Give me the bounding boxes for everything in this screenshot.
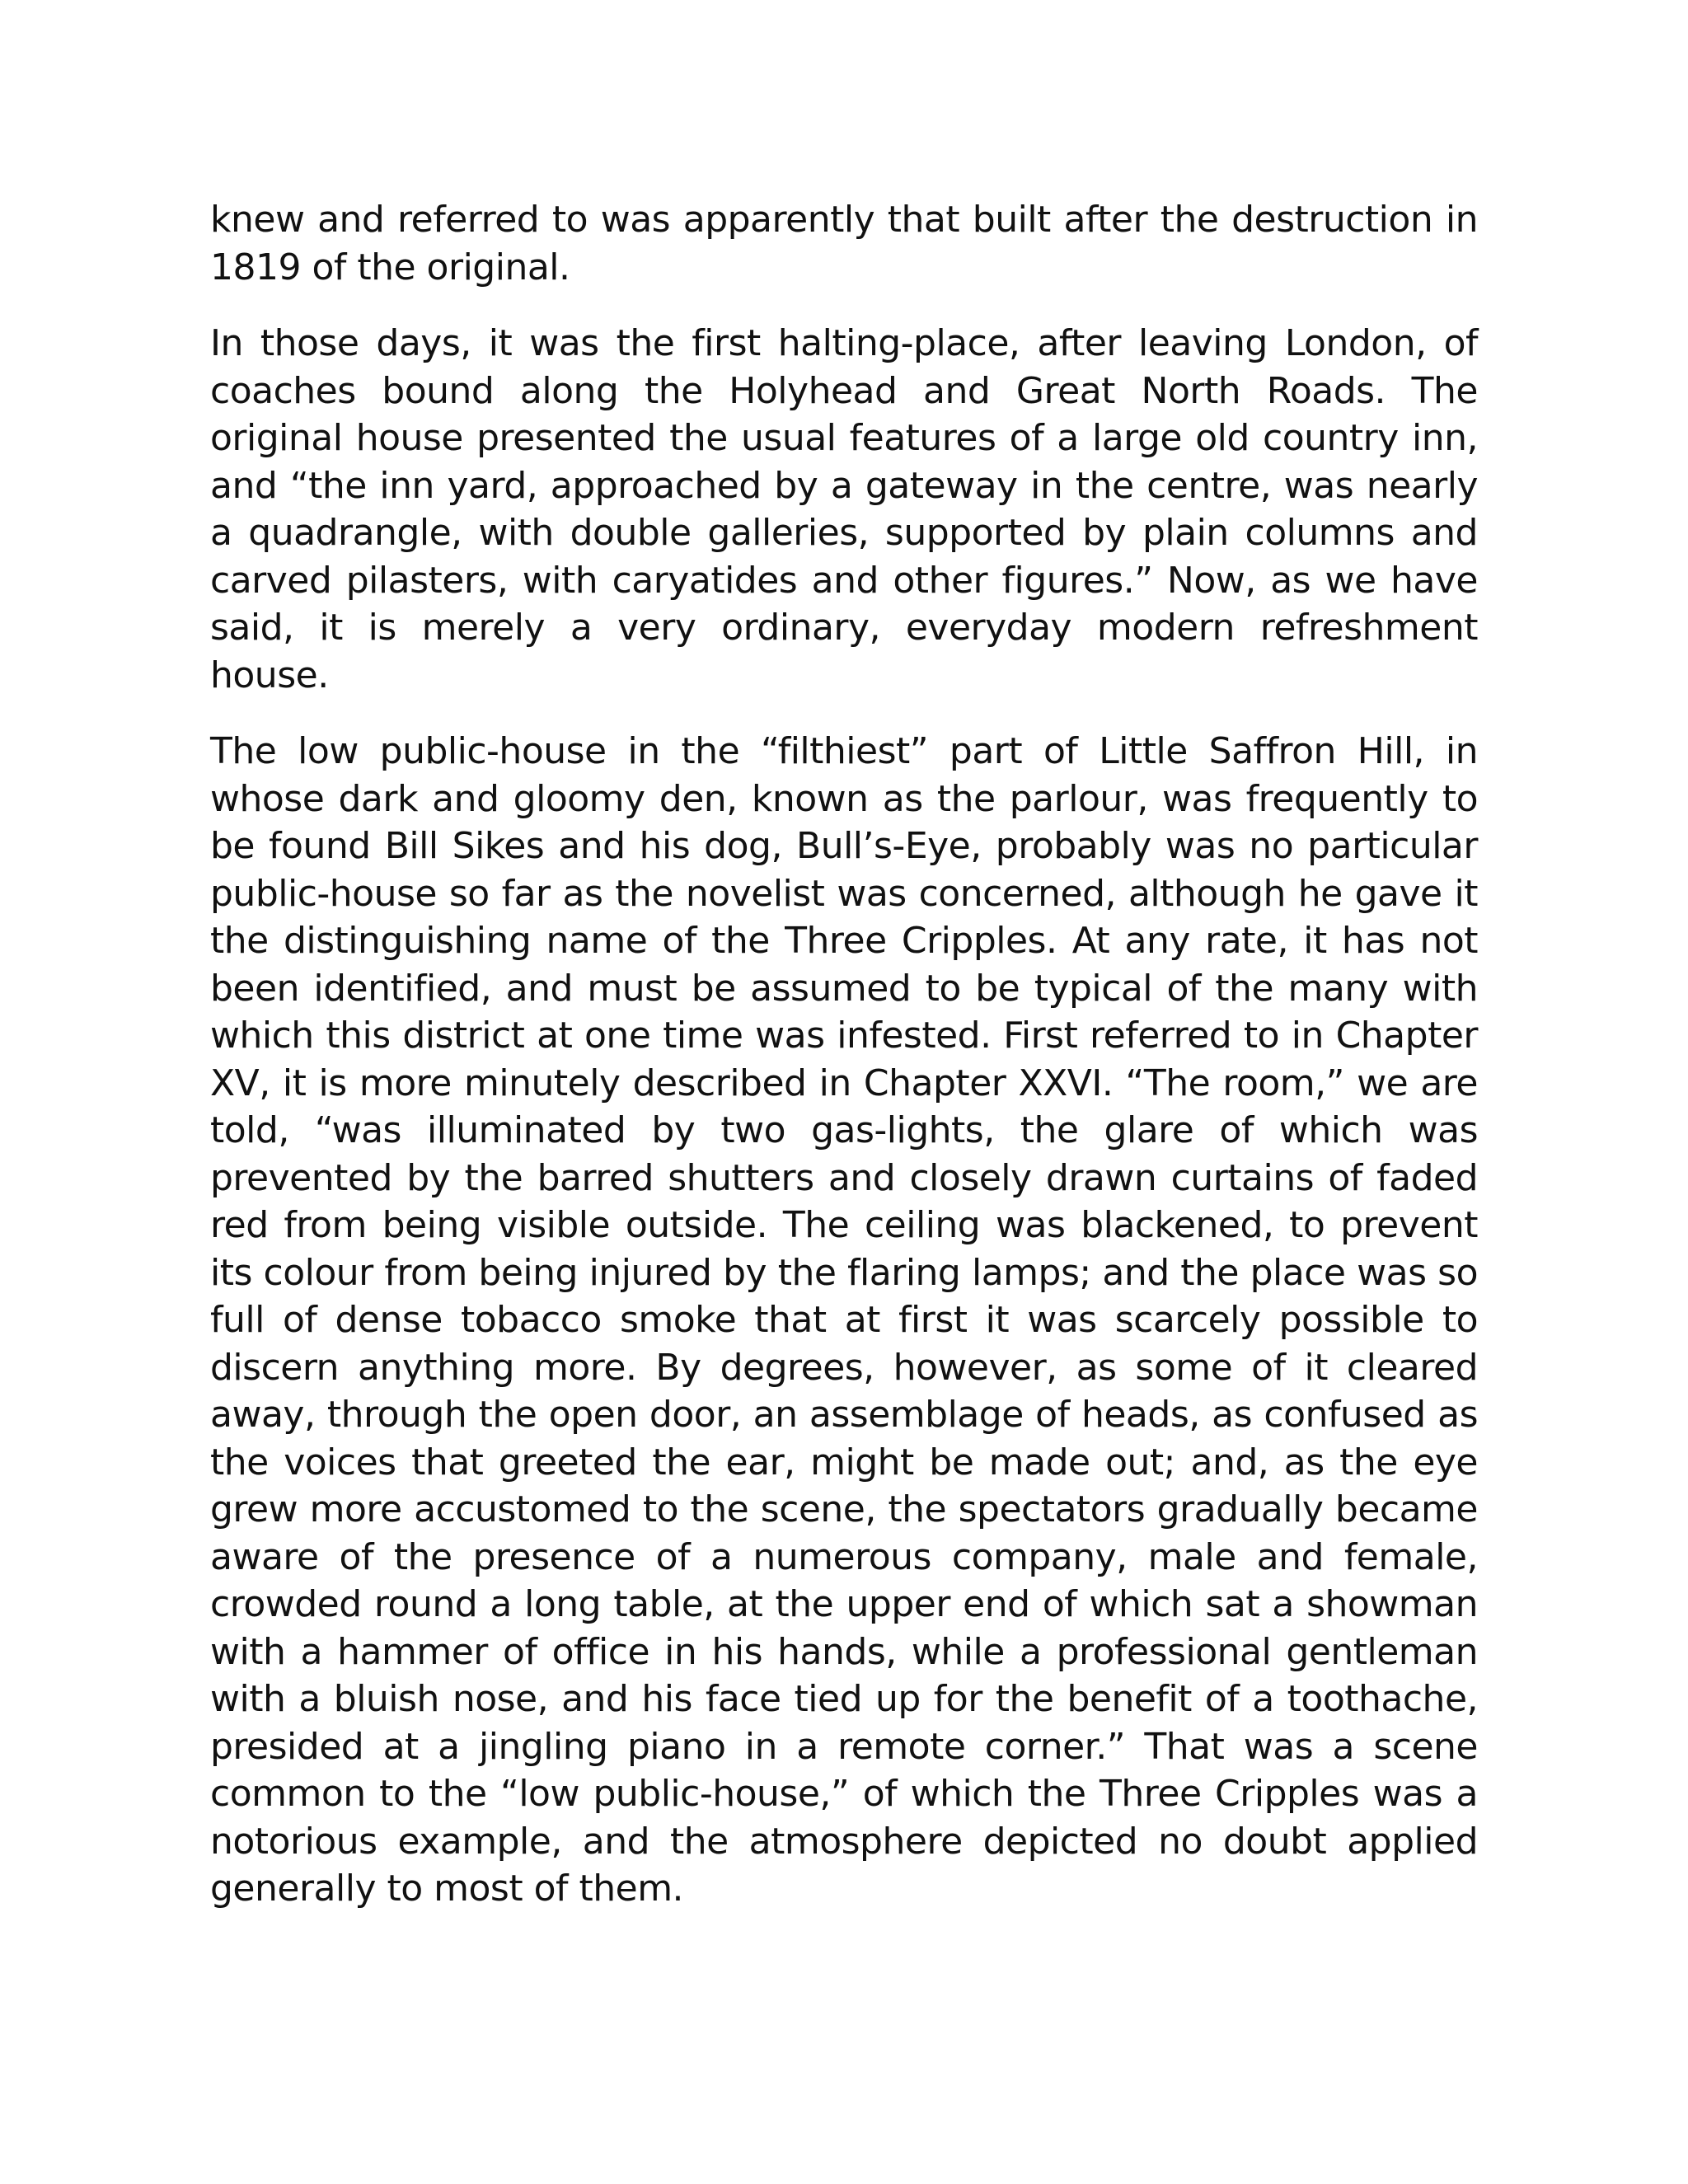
paragraph-three-cripples: The low public-house in the “filthiest” part of Little Saffron Hill, in whose dark and gloomy den, known as the parlour, was frequently to be found Bill Sikes and his dog, Bull’s-Eye, probably was no particular public-house so far as the novelist was concerned, although he gave it the distinguishing name of the Three Cripples. At any rate, it has not been identified, and must be assumed to be typical of the many with which this district at one time was infested. First referred to in Chapter XV, it is more minutely described in Chapter XXVI. “The room,” we are told, “was illuminated by two gas-lights, the glare of which was prevented by the barred shutters and closely drawn curtains of faded red from being visible outside. The ceiling was blackened, to prevent its colour from being injured by the flaring lamps; and the place was so full of dense tobacco smoke that at first it was scarcely possible to discern anything more. By degrees, however, as some of it cleared away, through the open door, an assemblage of heads, as confused as the voices that greeted the ear, might be made out; and, as the eye grew more accustomed to the scene, the spectators gradually became aware of the presence of a numerous company, male and female, crowded round a long table, at the upper end of which sat a showman with a hammer of office in his hands, while a professional gentleman with a bluish nose, and his face tied up for the benefit of a toothache, presided at a jingling piano in a remote corner.” That was a scene common to the “low public-house,” of which the Three Cripples was a notorious example, and the atmosphere depicted no doubt applied generally to most of them. <box>210 730 1478 1910</box>
paragraph-continuation: knew and referred to was apparently that built after the destruction in 1819 of the original. <box>210 199 1478 288</box>
paragraph-halting-place: In those days, it was the first halting-place, after leaving London, of coaches bound along the Holyhead and Great North Roads. The original house presented the usual features of a large old country inn, and “the inn yard, approached by a gateway in the centre, was nearly a quadrangle, with double galleries, supported by plain columns and carved pilasters, with caryatides and other figures.” Now, as we have said, it is merely a very ordinary, everyday modern refreshment house. <box>210 322 1478 696</box>
page-body <box>210 196 1478 1942</box>
